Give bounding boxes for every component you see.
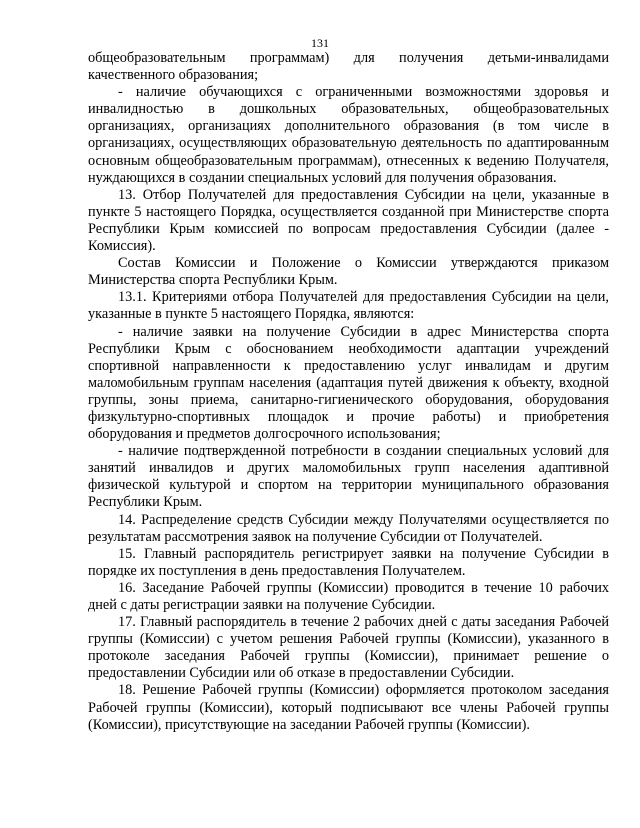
paragraph-list-item-application: - наличие заявки на получение Субсидии в адрес Министерства спорта Республики Крым с обоснованием необходимости адаптации учреждений спортивной направленности к предоставлению услуг инвалидам и другим маломобильным группам населения (адаптация путей движения к объекту, входной группы, зоны приема, санитарно-гигиенического оборудования, оборудования физкультурно-спортивных площадок и прочие работы) и приобретения оборудования и предметов долгосрочного использования;: [88, 323, 609, 443]
paragraph-item-15: 15. Главный распорядитель регистрирует заявки на получение Субсидии в порядке их поступления в день предоставления Получателем.: [88, 545, 609, 579]
paragraph-item-13-1: 13.1. Критериями отбора Получателей для предоставления Субсидии на цели, указанные в пункте 5 настоящего Порядка, являются:: [88, 289, 609, 323]
paragraph-item-14: 14. Распределение средств Субсидии между Получателями осуществляется по результатам рассмотрения заявок на получение Субсидии от Получателей.: [88, 511, 609, 545]
paragraph-commission-composition: Состав Комиссии и Положение о Комиссии утверждаются приказом Министерства спорта Республики Крым.: [88, 255, 609, 289]
page-number: 131: [311, 36, 329, 50]
paragraph-continuation: общеобразовательным программам) для получения детьми-инвалидами качественного образования;: [88, 50, 609, 84]
paragraph-item-16: 16. Заседание Рабочей группы (Комиссии) проводится в течение 10 рабочих дней с даты регистрации заявки на получение Субсидии.: [88, 579, 609, 613]
paragraph-item-17: 17. Главный распорядитель в течение 2 рабочих дней с даты заседания Рабочей группы (Комиссии) с учетом решения Рабочей группы (Комиссии), указанного в протоколе заседания Рабочей группы (Комиссии), принимает решение о предоставлении Субсидии или об отказе в предоставлении Субсидии.: [88, 614, 609, 682]
paragraph-list-item-confirmed-need: - наличие подтвержденной потребности в создании специальных условий для занятий инвалидов и других маломобильных групп населения адаптивной физической культурой и спортом на территории муниципального образования Республики Крым.: [88, 443, 609, 511]
document-body: [88, 50, 609, 734]
paragraph-list-item-disabled-students: - наличие обучающихся с ограниченными возможностями здоровья и инвалидностью в дошкольных образовательных, общеобразовательных организациях, организациях дополнительного образования (в том числе в организациях, осуществляющих образовательную деятельность по адаптированным основным общеобразовательным программам), отнесенных к ведению Получателя, нуждающихся в создании специальных условий для получения образования.: [88, 84, 609, 186]
paragraph-item-18: 18. Решение Рабочей группы (Комиссии) оформляется протоколом заседания Рабочей группы (Комиссии), который подписывают все члены Рабочей группы (Комиссии), присутствующие на заседании Рабочей группы (Комиссии).: [88, 682, 609, 733]
paragraph-item-13: 13. Отбор Получателей для предоставления Субсидии на цели, указанные в пункте 5 настоящего Порядка, осуществляется созданной при Министерстве спорта Республики Крым комиссией по вопросам предоставления Субсидии (далее - Комиссия).: [88, 186, 609, 255]
